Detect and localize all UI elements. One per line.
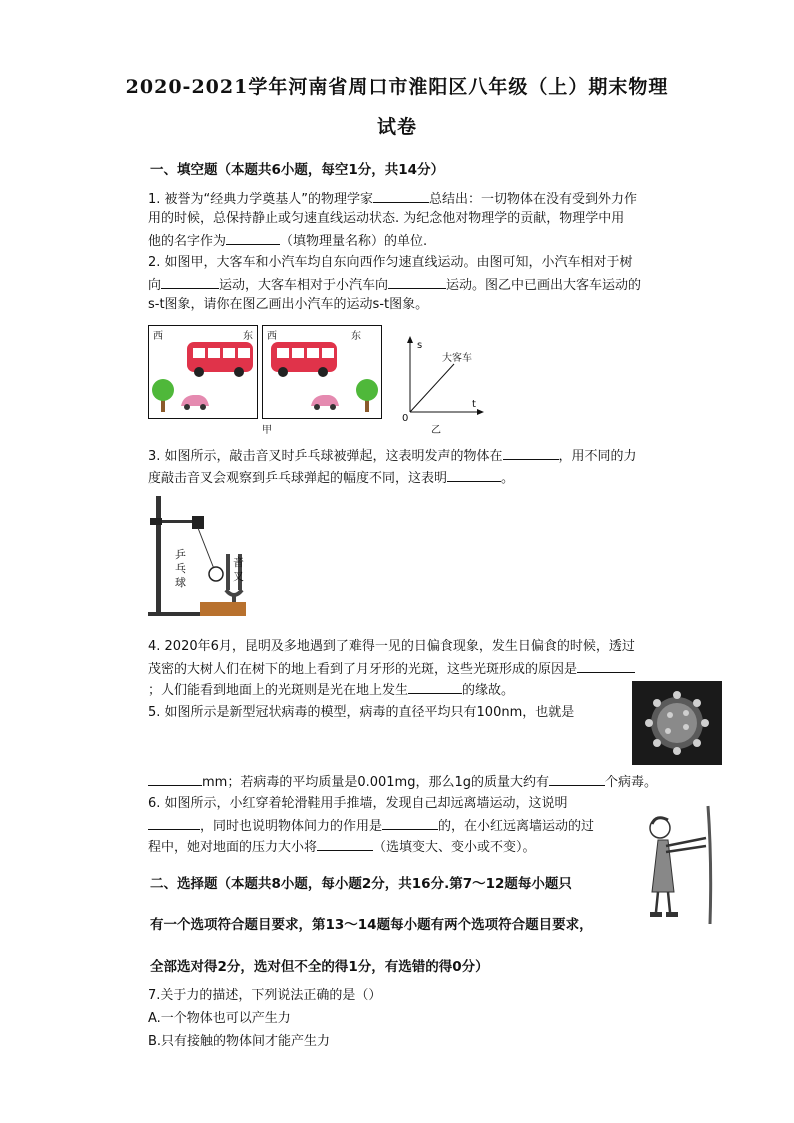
- figure-yi-caption: 乙: [431, 425, 441, 436]
- girl-arm-icon: [666, 838, 706, 846]
- question-1-line-1: [148, 188, 637, 210]
- question-6-line-3: [148, 836, 536, 858]
- answer-blank: [549, 771, 605, 786]
- axis-label-t: t: [472, 399, 476, 410]
- roller-skate-icon: [666, 912, 678, 917]
- axis-label-s: s: [417, 340, 423, 351]
- text: 运动。图乙中已画出大客车运动的: [446, 278, 642, 293]
- section-2-heading-line-1: 二、选择题（本题共8小题，每小题2分，共16分.第7～12题每小题只: [150, 876, 572, 892]
- bus-tree-car-scene: [263, 326, 381, 418]
- bus-line-label: 大客车: [442, 353, 472, 364]
- text: （选填变大、变小或不变）。: [373, 840, 536, 855]
- text: ，用不同的力: [558, 449, 637, 464]
- question-7-option-b[interactable]: B.只有接触的物体间才能产生力: [148, 1034, 331, 1049]
- figure-jia-panel-2: [262, 325, 382, 419]
- answer-blank: [148, 771, 202, 786]
- girl-dress-icon: [652, 840, 674, 892]
- page-title: 2020-2021学年河南省周口市淮阳区八年级（上）期末物理: [125, 76, 669, 98]
- question-5-line-1: 5. 如图所示是新型冠状病毒的模型，病毒的直径平均只有100nm，也就是: [148, 705, 575, 720]
- axis-origin: 0: [402, 413, 409, 424]
- text: 的，在小红远离墙运动的过: [438, 819, 595, 834]
- text: 1. 被誉为“经典力学奠基人”的物理学家: [148, 192, 374, 207]
- car-icon: [181, 395, 209, 410]
- text: 。: [501, 471, 515, 486]
- bus-tree-car-scene: [149, 326, 257, 418]
- section-2-heading-line-3: 全部选对得2分，选对但不全的得1分，有选错的得0分）: [150, 959, 489, 975]
- answer-blank: [408, 679, 462, 694]
- roller-skate-icon: [650, 912, 662, 917]
- answer-blank: [388, 274, 446, 289]
- t-axis-arrow: [477, 409, 484, 415]
- text: 总结出：一切物体在没有受到外力作: [429, 192, 638, 207]
- label-west: 西: [153, 331, 163, 342]
- answer-blank: [226, 230, 280, 245]
- answer-blank: [373, 188, 429, 203]
- question-2-line-2: [148, 274, 641, 296]
- question-3-line-1: [148, 445, 637, 467]
- question-4-line-3: [148, 679, 514, 701]
- answer-blank: [503, 445, 559, 460]
- question-4-line-1: 4. 2020年6月，昆明及多地遇到了难得一见的日偏食现象，发生日偏食的时候，透过: [148, 639, 635, 654]
- wooden-box-icon: [200, 602, 246, 616]
- bus-st-line: [410, 364, 454, 412]
- answer-blank: [382, 815, 438, 830]
- page-title-cont: 试卷: [376, 116, 417, 138]
- coronavirus-model-image: [632, 681, 722, 765]
- text: 茂密的大树人们在树下的地上看到了月牙形的光斑，这些光斑形成的原因是: [148, 662, 578, 677]
- text: ；人们能看到地面上的光斑则是光在地上发生: [148, 683, 409, 698]
- text: ，同时也说明物体间力的作用是: [200, 819, 383, 834]
- tree-icon: [152, 379, 174, 412]
- text: 运动，大客车相对于小汽车向: [219, 278, 389, 293]
- tree-icon: [356, 379, 378, 412]
- question-2-line-3: s-t图象，请你在图乙画出小汽车的运动s-t图象。: [148, 297, 429, 312]
- label-east: 东: [351, 331, 361, 342]
- text: 个病毒。: [604, 775, 657, 790]
- s-axis-arrow: [407, 336, 413, 343]
- text: （填物理量名称）的单位.: [280, 234, 428, 249]
- car-icon: [311, 395, 339, 410]
- section-heading: 一、填空题（本题共6小题，每空1分，共14分）: [150, 162, 445, 178]
- question-7-option-a[interactable]: A.一个物体也可以产生力: [148, 1011, 291, 1026]
- answer-blank: [317, 836, 373, 851]
- section-2-heading-line-2: 有一个选项符合题目要求，第13～14题每小题有两个选项符合题目要求，: [150, 917, 593, 933]
- ping-pong-ball-icon: [209, 567, 223, 581]
- question-3-line-2: [148, 467, 514, 489]
- text: 他的名字作为: [148, 234, 227, 249]
- question-4-line-2: [148, 658, 635, 680]
- question-7-stem: 7.关于力的描述，下列说法正确的是（）: [148, 988, 382, 1003]
- text: 度敲击音叉会观察到乒乓球弹起的幅度不同，这表明: [148, 471, 448, 486]
- question-1-line-2: 用的时候，总保持静止或匀速直线运动状态. 为纪念他对物理学的贡献，物理学中用: [148, 211, 625, 226]
- bus-icon: [271, 342, 337, 377]
- text: 程中，她对地面的压力大小将: [148, 840, 318, 855]
- wall-icon: [708, 806, 711, 924]
- text: mm；若病毒的平均质量是0.001mg，那么1g的质量大约有: [202, 775, 549, 790]
- question-1-line-3: [148, 230, 427, 252]
- question-2-line-1: 2. 如图甲，大客车和小汽车均自东向西作匀速直线运动。由图可知，小汽车相对于树: [148, 255, 633, 270]
- label-west: 西: [267, 331, 277, 342]
- bus-icon: [187, 342, 253, 377]
- question-5-line-2: [148, 771, 657, 793]
- text: 向: [148, 278, 162, 293]
- figure-jia-panel-1: [148, 325, 258, 419]
- answer-blank: [148, 815, 200, 830]
- answer-blank: [161, 274, 219, 289]
- text: 3. 如图所示，敲击音叉时乒乓球被弹起，这表明发声的物体在: [148, 449, 503, 464]
- answer-blank: [577, 658, 635, 673]
- ping-pong-label: 乒乓球: [175, 548, 186, 589]
- girl-pushing-wall-figure: [638, 802, 720, 926]
- question-6-line-1: 6. 如图所示，小红穿着轮滑鞋用手推墙，发现自己却远离墙运动，这说明: [148, 796, 568, 811]
- tuning-fork-label: 音叉: [233, 556, 244, 583]
- text: 的缘故。: [462, 683, 515, 698]
- question-6-line-2: [148, 815, 594, 837]
- label-east: 东: [243, 331, 253, 342]
- figure-jia-caption: 甲: [262, 425, 272, 436]
- answer-blank: [447, 467, 501, 482]
